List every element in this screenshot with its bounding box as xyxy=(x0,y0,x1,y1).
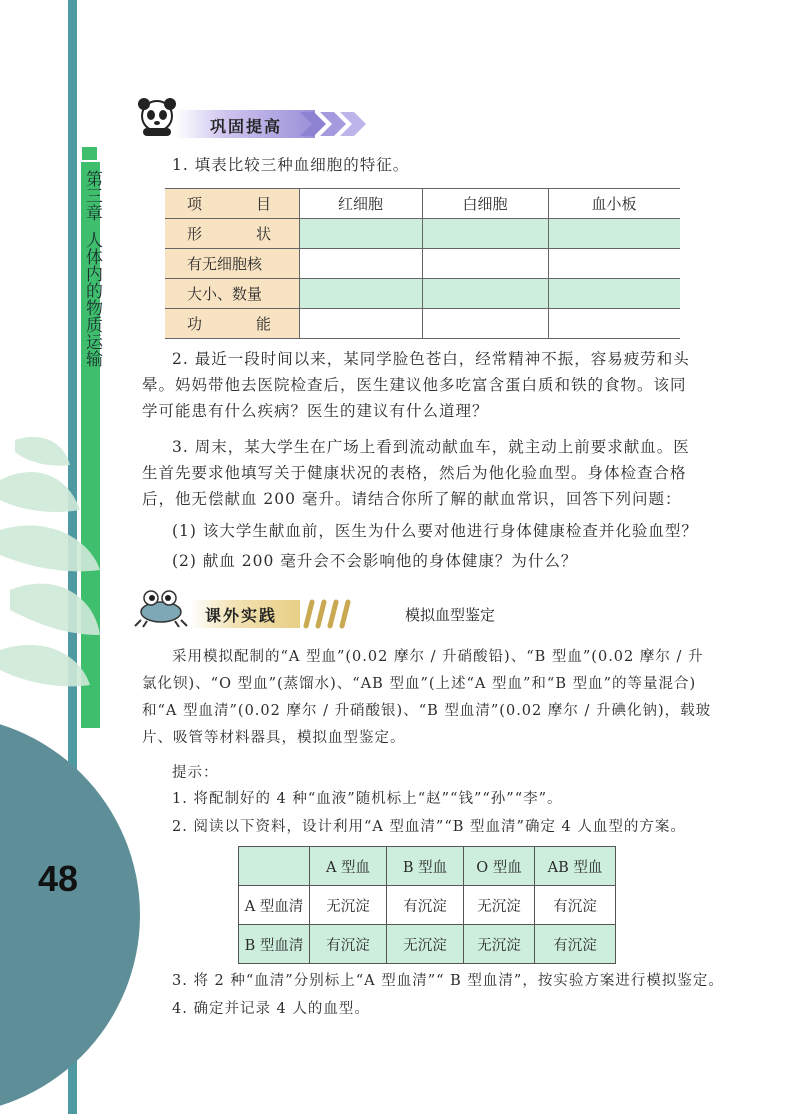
section-title-practice: 课外实践 xyxy=(205,606,278,625)
table-row xyxy=(239,886,616,925)
table-header-cell: 红细胞 xyxy=(299,189,422,219)
question-3-sub: (2) 献血 200 毫升会不会影响他的身体健康？为什么？ xyxy=(172,552,578,570)
table-row: 有无细胞核 xyxy=(165,249,680,279)
chapter-name: 人体内的物质运输 xyxy=(82,231,102,367)
question-3-line: 生首先要求他填写关于健康状况的表格，然后为他化验血型。身体检查合格 xyxy=(142,464,687,482)
table-header-cell: 血小板 xyxy=(548,189,680,219)
table-header-cell: A 型血 xyxy=(310,847,387,886)
question-2-line: 2. 最近一段时间以来，某同学脸色苍白，经常精神不振，容易疲劳和头 xyxy=(172,350,690,368)
table-cell: 有沉淀 xyxy=(310,925,387,964)
table-cell[interactable] xyxy=(299,309,422,339)
intro-line: 氯化钡)、“O 型血”(蒸馏水)、“AB 型血”(上述“A 型血”和“B 型血”的等量混合) xyxy=(142,676,697,692)
table-cell: 有沉淀 xyxy=(535,925,616,964)
table-row-header: B 型血清 xyxy=(239,925,310,964)
table-row-header: A 型血清 xyxy=(239,886,310,925)
page-number: 48 xyxy=(38,858,79,899)
table-cell[interactable] xyxy=(548,309,680,339)
table-cell[interactable] xyxy=(422,219,548,249)
table-row: 功 能 xyxy=(165,309,680,339)
question-1: 1. 填表比较三种血细胞的特征。 xyxy=(172,156,410,174)
step-line: 3. 将 2 种“血清”分别标上“A 型血清”“ B 型血清”，按实验方案进行模拟鉴定。 xyxy=(172,973,724,989)
step-line: 4. 确定并记录 4 人的血型。 xyxy=(172,1001,370,1017)
table-cell: 无沉淀 xyxy=(464,925,535,964)
table-cell[interactable] xyxy=(299,249,422,279)
blood-type-table xyxy=(238,846,616,964)
table-cell: 无沉淀 xyxy=(387,925,464,964)
question-3-line: 后，他无偿献血 200 毫升。请结合你所了解的献血常识，回答下列问题： xyxy=(142,490,682,508)
question-3-sub: (1) 该大学生献血前，医生为什么要对他进行身体健康检查并化验血型？ xyxy=(172,522,698,540)
table-row: 形 状 xyxy=(165,219,680,249)
leaf-decoration-icon xyxy=(0,420,120,780)
chapter-title xyxy=(80,170,102,367)
table-cell[interactable] xyxy=(299,219,422,249)
section-title-consolidate: 巩固提高 xyxy=(210,117,283,136)
intro-line: 采用模拟配制的“A 型血”(0.02 摩尔 / 升硝酸铅)、“B 型血”(0.02 摩尔 / 升 xyxy=(172,649,704,665)
step-line: 2. 阅读以下资料，设计利用“A 型血清”“B 型血清”确定 4 人血型的方案。 xyxy=(172,819,686,835)
table-header-cell: AB 型血 xyxy=(535,847,616,886)
question-3-line: 3. 周末，某大学生在广场上看到流动献血车，就主动上前要求献血。医 xyxy=(172,438,690,456)
table-cell[interactable] xyxy=(422,249,548,279)
chevron-arrows-icon xyxy=(300,108,372,140)
brush-strokes-icon xyxy=(300,598,360,630)
intro-line: 和“A 型血清”(0.02 摩尔 / 升硝酸银)、“B 型血清”(0.02 摩尔 / 升碘化钠)，载玻 xyxy=(142,703,712,719)
hint-label: 提示： xyxy=(172,765,219,781)
table-cell[interactable] xyxy=(548,279,680,309)
intro-line: 片、吸管等材料器具，模拟血型鉴定。 xyxy=(142,730,406,746)
table-row xyxy=(239,925,616,964)
chapter-label: 第三章 xyxy=(82,170,102,221)
table-header-cell: O 型血 xyxy=(464,847,535,886)
table-cell: 无沉淀 xyxy=(310,886,387,925)
frog-icon xyxy=(133,586,189,628)
table-cell[interactable] xyxy=(422,309,548,339)
table-header-cell xyxy=(239,847,310,886)
table-header-cell: 项 目 xyxy=(165,189,299,219)
question-2-line: 学可能患有什么疾病？医生的建议有什么道理？ xyxy=(142,402,489,420)
table-header-cell: B 型血 xyxy=(387,847,464,886)
table-cell: 无沉淀 xyxy=(464,886,535,925)
table-cell: 有沉淀 xyxy=(387,886,464,925)
table-cell: 有沉淀 xyxy=(535,886,616,925)
table-cell[interactable] xyxy=(548,219,680,249)
question-2-line: 晕。妈妈带他去医院检查后，医生建议他多吃富含蛋白质和铁的食物。该同 xyxy=(142,376,687,394)
panda-icon xyxy=(135,96,179,136)
table-row: 大小、数量 xyxy=(165,279,680,309)
table-row xyxy=(239,847,616,886)
table-cell[interactable] xyxy=(422,279,548,309)
practice-subtitle: 模拟血型鉴定 xyxy=(405,606,496,624)
chapter-marker xyxy=(82,147,97,160)
step-line: 1. 将配制好的 4 种“血液”随机标上“赵”“钱”“孙”“李”。 xyxy=(172,791,563,807)
table-cell[interactable] xyxy=(299,279,422,309)
table-cell[interactable] xyxy=(548,249,680,279)
table-header-cell: 白细胞 xyxy=(422,189,548,219)
blood-cell-table xyxy=(165,188,680,339)
